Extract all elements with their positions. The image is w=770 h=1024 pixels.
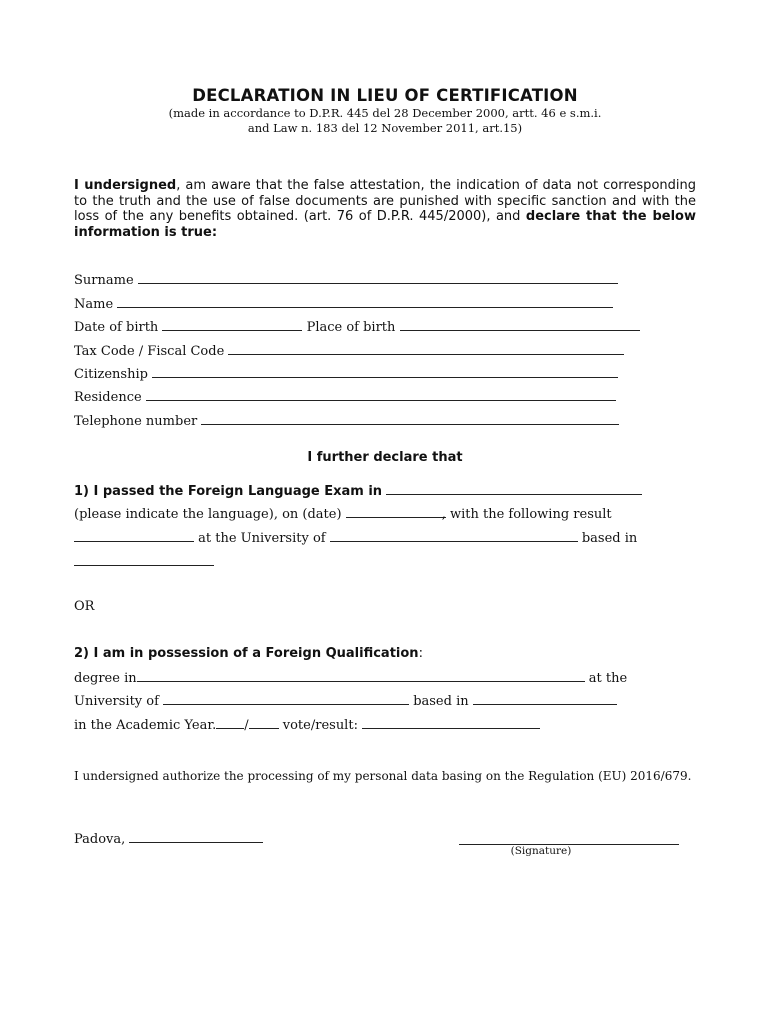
citizenship-label: Citizenship bbox=[74, 367, 148, 382]
document-subtitle bbox=[0, 106, 770, 136]
option2-heading-colon: : bbox=[418, 646, 423, 661]
signature-line[interactable] bbox=[459, 832, 679, 845]
qualification-university-row bbox=[74, 692, 617, 710]
place-label: Padova, bbox=[74, 832, 126, 847]
intro-lead-bold: I undersigned bbox=[74, 178, 177, 193]
surname-row bbox=[74, 271, 618, 289]
option1-line3-b: based in bbox=[581, 531, 638, 546]
name-blank[interactable] bbox=[117, 295, 613, 308]
qualification-based-in-label: based in bbox=[413, 694, 469, 709]
or-separator: OR bbox=[74, 599, 95, 614]
vote-blank[interactable] bbox=[362, 716, 540, 729]
academic-year-row bbox=[74, 716, 540, 734]
telephone-row bbox=[74, 412, 619, 430]
option1-heading: 1) I passed the Foreign Language Exam in bbox=[74, 484, 383, 499]
language-blank[interactable] bbox=[386, 482, 642, 495]
intro-paragraph bbox=[74, 178, 696, 240]
telephone-blank[interactable] bbox=[201, 412, 619, 425]
option2-heading-row bbox=[74, 646, 423, 662]
degree-tail: at the bbox=[588, 671, 628, 686]
exam-based-in-blank[interactable] bbox=[74, 553, 214, 566]
surname-label: Surname bbox=[74, 273, 134, 288]
exam-date-blank[interactable] bbox=[346, 505, 446, 518]
qualification-university-blank[interactable] bbox=[163, 692, 409, 705]
birth-row bbox=[74, 318, 640, 336]
further-declare-heading: I further declare that bbox=[307, 450, 463, 465]
residence-row bbox=[74, 388, 616, 406]
option1-line3 bbox=[74, 529, 637, 547]
option1-line2-b: , with the following result bbox=[441, 507, 612, 522]
place-of-birth-blank[interactable] bbox=[400, 318, 640, 331]
signature-label: (Signature) bbox=[510, 845, 572, 857]
exam-university-blank[interactable] bbox=[330, 529, 578, 542]
degree-row bbox=[74, 669, 627, 687]
degree-label: degree in bbox=[74, 671, 137, 686]
vote-label: vote/result: bbox=[282, 718, 358, 733]
academic-year-label: in the Academic Year. bbox=[74, 718, 217, 733]
option1-line2-a: (please indicate the language), on (date) bbox=[74, 507, 342, 522]
tax-code-label: Tax Code / Fiscal Code bbox=[74, 344, 225, 359]
place-of-birth-label: Place of birth bbox=[306, 320, 396, 335]
exam-result-blank[interactable] bbox=[74, 529, 194, 542]
document-title: DECLARATION IN LIEU OF CERTIFICATION bbox=[192, 86, 578, 105]
subtitle-line-1: (made in accordance to D.P.R. 445 del 28 December 2000, artt. 46 e s.m.i. bbox=[168, 106, 602, 120]
name-label: Name bbox=[74, 297, 114, 312]
surname-blank[interactable] bbox=[138, 271, 618, 284]
intro-tail-bold: declare that the below information is true: bbox=[74, 209, 697, 240]
option1-line3-a: at the University of bbox=[198, 531, 326, 546]
intro-body: , am aware that the false attestation, the indication of data not corresponding to the truth and the use of false documents are punished with specific sanction and with the loss of the any benefits obtained. (art. 76 of D.P.R. 445/2000), and bbox=[74, 178, 696, 224]
degree-blank[interactable] bbox=[137, 669, 585, 682]
residence-blank[interactable] bbox=[146, 388, 616, 401]
option1-heading-row bbox=[74, 482, 642, 500]
subtitle-line-2: and Law n. 183 del 12 November 2011, art.15) bbox=[247, 121, 523, 135]
citizenship-blank[interactable] bbox=[152, 365, 618, 378]
privacy-authorization: I undersigned authorize the processing of my personal data basing on the Regulation (EU) 2016/679. bbox=[74, 769, 692, 783]
option2-heading: 2) I am in possession of a Foreign Qualification bbox=[74, 646, 419, 661]
name-row bbox=[74, 295, 613, 313]
residence-label: Residence bbox=[74, 390, 142, 405]
place-date-blank[interactable] bbox=[129, 830, 263, 843]
date-of-birth-label: Date of birth bbox=[74, 320, 159, 335]
option1-line2 bbox=[74, 505, 612, 523]
tax-code-row bbox=[74, 342, 624, 360]
citizenship-row bbox=[74, 365, 618, 383]
date-of-birth-blank[interactable] bbox=[162, 318, 302, 331]
qualification-based-in-blank[interactable] bbox=[473, 692, 617, 705]
tax-code-blank[interactable] bbox=[228, 342, 624, 355]
academic-year-separator: / bbox=[244, 718, 249, 733]
academic-year-start-blank[interactable] bbox=[216, 716, 244, 729]
qualification-university-label: University of bbox=[74, 694, 159, 709]
place-date-row bbox=[74, 830, 263, 848]
academic-year-end-blank[interactable] bbox=[249, 716, 279, 729]
telephone-label: Telephone number bbox=[74, 414, 198, 429]
option1-line4 bbox=[74, 553, 214, 571]
